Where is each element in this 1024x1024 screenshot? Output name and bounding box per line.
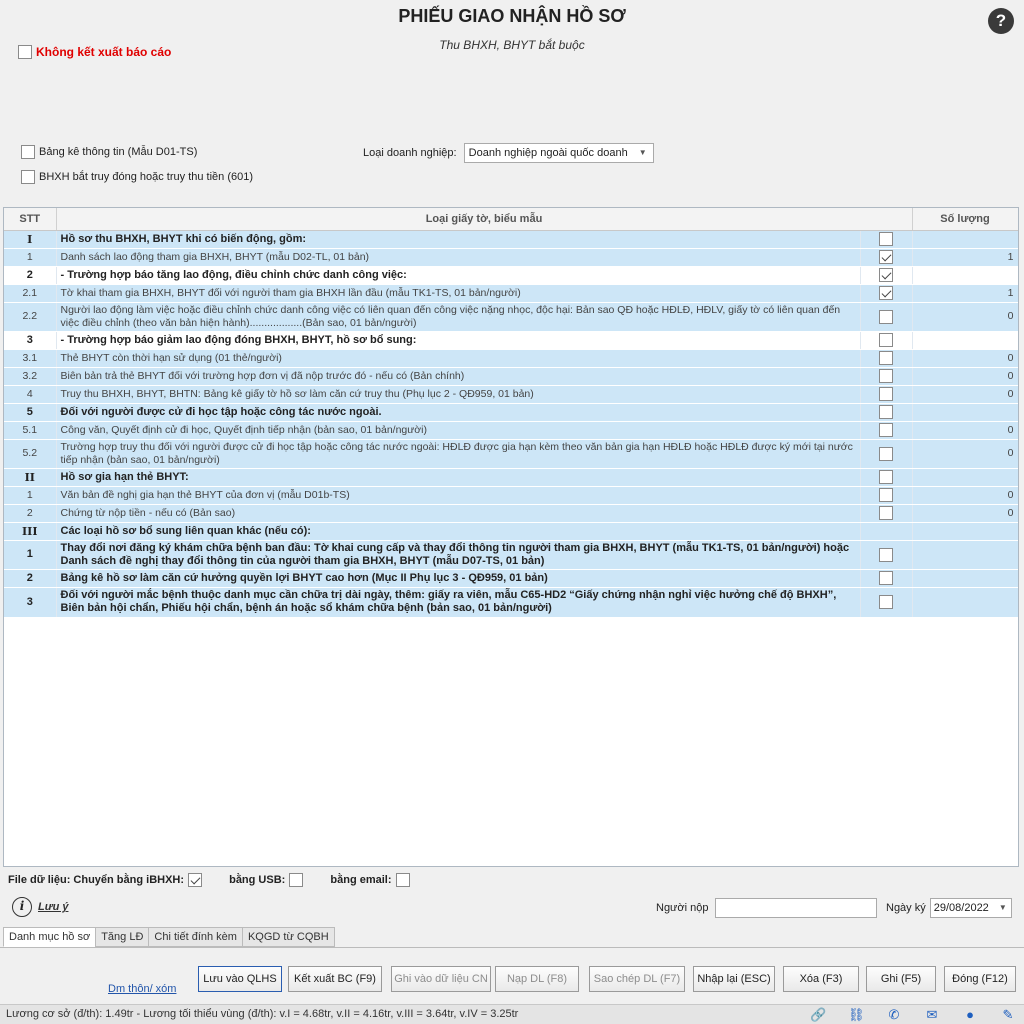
help-icon[interactable]: ? [988, 8, 1014, 34]
tab-kqgd-tu-cqbh[interactable]: KQGD từ CQBH [242, 927, 335, 947]
row-quantity[interactable]: 0 [912, 439, 1018, 468]
luu-vao-qlhs-button[interactable]: Lưu vào QLHS [198, 966, 282, 992]
row-stt: 5.2 [4, 439, 56, 468]
row-quantity[interactable] [912, 569, 1018, 587]
row-description: Chứng từ nộp tiền - nếu có (Bản sao) [56, 504, 860, 522]
tab-danh-muc-ho-so[interactable]: Danh mục hồ sơ [3, 927, 96, 947]
chevron-down-icon: ▼ [998, 903, 1007, 912]
row-description: Các loại hồ sơ bổ sung liên quan khác (nếu có): [56, 522, 860, 540]
truy-dong-checkbox[interactable] [21, 170, 35, 184]
table-row[interactable] [4, 302, 1018, 331]
mail-icon[interactable]: ✉ [926, 1007, 938, 1023]
row-checkbox[interactable] [879, 250, 893, 264]
nguoi-nop [656, 898, 877, 918]
table-row[interactable] [4, 266, 1018, 284]
table-row[interactable] [4, 569, 1018, 587]
row-description: Văn bản đề nghị gia hạn thẻ BHYT của đơn vị (mẫu D01b-TS) [56, 486, 860, 504]
row-checkbox[interactable] [879, 387, 893, 401]
ngay-ky-value: 29/08/2022 [933, 902, 989, 914]
row-check-cell [860, 284, 912, 302]
truy-dong-option[interactable] [21, 170, 253, 184]
row-quantity[interactable]: 0 [912, 504, 1018, 522]
table-row[interactable] [4, 486, 1018, 504]
loai-dn-value: Doanh nghiệp ngoài quốc doanh [468, 147, 628, 159]
row-checkbox[interactable] [879, 286, 893, 300]
row-check-cell [860, 504, 912, 522]
row-description: Danh sách lao động tham gia BHXH, BHYT (mẫu D02-TL, 01 bản) [56, 248, 860, 266]
table-row[interactable] [4, 403, 1018, 421]
dong-button[interactable]: Đóng (F12) [944, 966, 1016, 992]
phone-icon[interactable]: ✆ [888, 1007, 900, 1023]
row-stt: 3 [4, 587, 56, 617]
row-quantity[interactable] [912, 587, 1018, 617]
row-stt: 5 [4, 403, 56, 421]
table-row[interactable] [4, 248, 1018, 266]
ghi-vao-du-lieu-cn-button[interactable]: Ghi vào dữ liệu CN [391, 966, 491, 992]
luu-y [12, 897, 68, 917]
row-description: Hồ sơ thu BHXH, BHYT khi có biến động, gồm: [56, 230, 860, 248]
page-title: PHIẾU GIAO NHẬN HỒ SƠ [398, 6, 626, 26]
nhap-lai-button[interactable]: Nhập lại (ESC) [693, 966, 775, 992]
row-stt: 1 [4, 248, 56, 266]
loai-dn-select[interactable] [464, 143, 654, 163]
table-row[interactable] [4, 385, 1018, 403]
status-bar [0, 1004, 1024, 1024]
row-stt: 2 [4, 569, 56, 587]
col-header-so-luong[interactable]: Số lượng [912, 208, 1018, 230]
row-quantity[interactable] [912, 540, 1018, 569]
row-description: Hồ sơ gia hạn thẻ BHYT: [56, 468, 860, 486]
row-checkbox[interactable] [879, 571, 893, 585]
file-transfer-line [8, 873, 434, 887]
ngay-ky-label: Ngày ký [886, 902, 926, 914]
row-description: - Trường hợp báo tăng lao động, điều chỉnh chức danh công việc: [56, 266, 860, 284]
row-quantity[interactable] [912, 522, 1018, 540]
sao-chep-dl-button[interactable]: Sao chép DL (F7) [589, 966, 685, 992]
luu-y-link[interactable]: Lưu ý [38, 901, 69, 913]
tab-tang-ld[interactable]: Tăng LĐ [95, 927, 149, 947]
row-check-cell [860, 486, 912, 504]
row-description: Đối với người được cử đi học tập hoặc công tác nước ngoài. [56, 403, 860, 421]
row-check-cell [860, 421, 912, 439]
row-check-cell [860, 302, 912, 331]
nguoi-nop-input[interactable] [715, 898, 877, 918]
table-row[interactable] [4, 522, 1018, 540]
help-icon[interactable]: ● [966, 1007, 974, 1023]
row-checkbox[interactable] [879, 488, 893, 502]
row-quantity[interactable]: 0 [912, 385, 1018, 403]
table-row[interactable] [4, 230, 1018, 248]
table-row[interactable] [4, 331, 1018, 349]
no-export-checkbox[interactable] [18, 45, 32, 59]
row-description: Truy thu BHXH, BHYT, BHTN: Bảng kê giấy tờ hồ sơ làm căn cứ truy thu (Phụ lục 2 - QĐ959, 01 bản) [56, 385, 860, 403]
link-icon[interactable]: 🔗 [810, 1007, 827, 1023]
row-checkbox[interactable] [879, 333, 893, 347]
row-checkbox[interactable] [879, 506, 893, 520]
ngay-ky-date-picker[interactable] [930, 898, 1012, 918]
table-row[interactable] [4, 367, 1018, 385]
row-description: Thay đổi nơi đăng ký khám chữa bệnh ban đầu: Tờ khai cung cấp và thay đổi thông tin người tham gia BHXH, BHYT (mẫu TK1-TS, 01 bản/người) hoặc Danh sách đề nghị thay đổi thông tin của người tham gia BHXH, BHYT (mẫu D07-TS, 01 bản) [56, 540, 860, 569]
usb-label: bằng USB: [229, 873, 286, 886]
row-stt: III [4, 522, 56, 540]
row-check-cell [860, 522, 912, 540]
loai-dn-label: Loại doanh nghiệp: [363, 147, 457, 159]
row-description: Tờ khai tham gia BHXH, BHYT đối với người tham gia BHXH lần đầu (mẫu TK1-TS, 01 bản/người) [56, 284, 860, 302]
email-label: bằng email: [330, 873, 392, 886]
status-text: Lương cơ sở (đ/th): 1.49tr - Lương tối thiểu vùng (đ/th): v.I = 4.68tr, v.II = 4.16tr, v.III = 3.64tr, v.IV = 3.25tr [6, 1008, 519, 1020]
table-row[interactable] [4, 468, 1018, 486]
row-quantity[interactable]: 0 [912, 367, 1018, 385]
no-export-option[interactable] [18, 45, 171, 59]
row-stt: 2 [4, 504, 56, 522]
row-check-cell [860, 230, 912, 248]
row-quantity[interactable] [912, 468, 1018, 486]
col-header-stt[interactable]: STT [4, 208, 56, 230]
row-check-cell [860, 385, 912, 403]
row-checkbox[interactable] [879, 595, 893, 609]
row-check-cell [860, 248, 912, 266]
ghi-button[interactable]: Ghi (F5) [866, 966, 936, 992]
row-check-cell [860, 468, 912, 486]
row-quantity[interactable] [912, 266, 1018, 284]
row-check-cell [860, 540, 912, 569]
info-icon: i [12, 897, 32, 917]
row-stt: 3 [4, 331, 56, 349]
row-check-cell [860, 439, 912, 468]
table-row[interactable] [4, 421, 1018, 439]
dm-thon-xom-link[interactable]: Dm thôn/ xóm [108, 983, 177, 995]
chain-icon[interactable]: ⛓ [848, 1007, 865, 1023]
row-quantity[interactable] [912, 403, 1018, 421]
bang-ke-label: Bảng kê thông tin (Mẫu D01-TS) [39, 146, 198, 158]
row-description: Bảng kê hồ sơ làm căn cứ hưởng quyền lợi BHYT cao hơn (Mục II Phụ lục 3 - QĐ959, 01 bản) [56, 569, 860, 587]
file-ibhxh-label: File dữ liệu: Chuyển bằng iBHXH: [8, 873, 185, 886]
row-check-cell [860, 367, 912, 385]
ibhxh-checkbox[interactable] [188, 873, 202, 887]
row-description: Người lao động làm việc hoặc điều chỉnh chức danh công việc có liên quan đến công việc nặng nhọc, độc hại: Bản sao QĐ hoặc HĐLĐ, HĐLV, giấy tờ có liên quan đến việc điều chỉnh (theo văn bản hiện hành)..................(Bản sao, 01 bản/người) [56, 302, 860, 331]
row-quantity[interactable]: 0 [912, 421, 1018, 439]
row-stt: II [4, 468, 56, 486]
no-export-label: Không kết xuất báo cáo [36, 45, 172, 59]
row-stt: 2.1 [4, 284, 56, 302]
row-stt: 1 [4, 540, 56, 569]
row-quantity[interactable]: 0 [912, 302, 1018, 331]
row-quantity[interactable] [912, 331, 1018, 349]
row-stt: 4 [4, 385, 56, 403]
chat-icon[interactable]: ✎ [1002, 1007, 1014, 1023]
tab-divider [0, 947, 1024, 948]
row-quantity[interactable]: 1 [912, 284, 1018, 302]
row-quantity[interactable]: 1 [912, 248, 1018, 266]
row-stt: 1 [4, 486, 56, 504]
document-grid [3, 207, 1019, 867]
row-check-cell [860, 569, 912, 587]
row-description: - Trường hợp báo giảm lao động đóng BHXH, BHYT, hồ sơ bổ sung: [56, 331, 860, 349]
truy-dong-label: BHXH bắt truy đóng hoặc truy thu tiền (601) [39, 171, 254, 183]
chevron-down-icon: ▼ [638, 148, 647, 157]
row-description: Biên bản trả thẻ BHYT đối với trường hợp đơn vị đã nộp trước đó - nếu có (Bản chính) [56, 367, 860, 385]
table-body [4, 230, 1018, 617]
nguoi-nop-label: Người nộp [656, 902, 709, 914]
ket-xuat-bc-button[interactable]: Kết xuất BC (F9) [288, 966, 382, 992]
row-description: Trường hợp truy thu đối với người được cử đi học tập hoặc công tác nước ngoài: HĐLĐ được gia hạn kèm theo văn bản gia hạn HĐLĐ hoặc HĐLĐ được ký mới tại nước tiếp nhận (bản sao, 01 bản/người) [56, 439, 860, 468]
nap-dl-button[interactable]: Nạp DL (F8) [495, 966, 579, 992]
table-row[interactable] [4, 504, 1018, 522]
table-row[interactable] [4, 349, 1018, 367]
col-header-loai[interactable]: Loại giấy tờ, biểu mẫu [56, 208, 912, 230]
document-table [4, 208, 1019, 618]
row-checkbox[interactable] [879, 423, 893, 437]
row-checkbox[interactable] [879, 268, 893, 282]
row-quantity[interactable] [912, 230, 1018, 248]
table-row[interactable] [4, 439, 1018, 468]
row-stt: 2.2 [4, 302, 56, 331]
row-quantity[interactable]: 0 [912, 486, 1018, 504]
row-checkbox[interactable] [879, 447, 893, 461]
usb-checkbox[interactable] [289, 873, 303, 887]
row-description: Đối với người mắc bệnh thuộc danh mục cần chữa trị dài ngày, thêm: giấy ra viên, mẫu C65-HD2 “Giấy chứng nhận nghỉ việc hưởng chế độ BHXH”, Biên bản hội chẩn, Phiếu hội chẩn, bệnh án hoặc sổ khám chữa bệnh (bản sao, 01 bản/người) [56, 587, 860, 617]
row-stt: I [4, 230, 56, 248]
row-checkbox[interactable] [879, 548, 893, 562]
row-stt: 2 [4, 266, 56, 284]
row-check-cell [860, 349, 912, 367]
row-checkbox[interactable] [879, 310, 893, 324]
ngay-ky [886, 898, 1012, 918]
row-check-cell [860, 587, 912, 617]
page-subtitle: Thu BHXH, BHYT bắt buộc [439, 38, 585, 52]
row-description: Công văn, Quyết định cử đi học, Quyết định tiếp nhận (bản sao, 01 bản/người) [56, 421, 860, 439]
row-check-cell [860, 403, 912, 421]
bang-ke-option[interactable] [21, 145, 197, 159]
table-row[interactable] [4, 540, 1018, 569]
tab-bar [3, 927, 334, 947]
loai-doanh-nghiep [363, 143, 654, 163]
xoa-button[interactable]: Xóa (F3) [783, 966, 859, 992]
table-row[interactable] [4, 284, 1018, 302]
row-description: Thẻ BHYT còn thời hạn sử dụng (01 thẻ/người) [56, 349, 860, 367]
row-checkbox[interactable] [879, 470, 893, 484]
row-stt: 5.1 [4, 421, 56, 439]
email-checkbox[interactable] [396, 873, 410, 887]
row-check-cell [860, 331, 912, 349]
action-bar [0, 966, 1024, 994]
row-checkbox[interactable] [879, 369, 893, 383]
row-check-cell [860, 266, 912, 284]
table-row[interactable] [4, 587, 1018, 617]
bang-ke-checkbox[interactable] [21, 145, 35, 159]
row-stt: 3.1 [4, 349, 56, 367]
tab-chi-tiet-dinh-kem[interactable]: Chi tiết đính kèm [148, 927, 243, 947]
row-checkbox[interactable] [879, 232, 893, 246]
row-stt: 3.2 [4, 367, 56, 385]
row-checkbox[interactable] [879, 405, 893, 419]
row-quantity[interactable]: 0 [912, 349, 1018, 367]
row-checkbox[interactable] [879, 351, 893, 365]
